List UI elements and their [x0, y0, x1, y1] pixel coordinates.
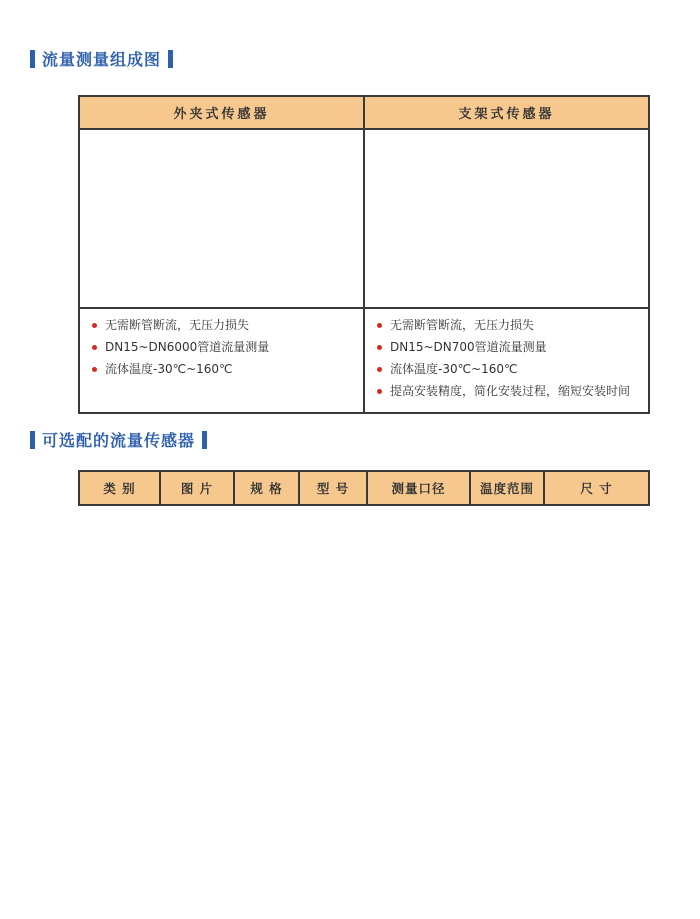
title-bar-icon: [168, 50, 173, 68]
section-title-text: 可选配的流量传感器: [42, 431, 196, 450]
feature-item: 无需断管断流，无压力损失: [377, 318, 636, 333]
spec-column-header: 温度范围: [470, 471, 544, 505]
feature-item: 提高安装精度，简化安装过程，缩短安装时间: [377, 384, 636, 399]
feature-item: DN15~DN700管道流量测量: [377, 340, 636, 355]
bracket-feature-cell: [364, 308, 649, 413]
title-bar-icon: [202, 431, 207, 449]
feature-item: 流体温度-30℃~160℃: [377, 362, 636, 377]
spec-column-header: 尺 寸: [544, 471, 649, 505]
composition-feature-row: [79, 308, 649, 413]
section-title-composition: [30, 47, 173, 70]
spec-column-header: 类 别: [79, 471, 160, 505]
title-bar-icon: [30, 431, 35, 449]
bracket-installation-illustration: [364, 129, 649, 308]
clamp-installation-illustration: [79, 129, 364, 308]
spec-column-header: 图 片: [160, 471, 234, 505]
feature-list: [92, 318, 351, 377]
sensor-spec-table: [78, 470, 650, 506]
feature-item: 无需断管断流，无压力损失: [92, 318, 351, 333]
column-header-clamp-sensor: 外夹式传感器: [79, 96, 364, 129]
composition-header-row: [79, 96, 649, 129]
spec-column-header: 测量口径: [367, 471, 470, 505]
section-title-text: 流量测量组成图: [42, 50, 162, 69]
title-bar-icon: [30, 50, 35, 68]
clamp-feature-cell: [79, 308, 364, 413]
spec-table-header-row: [79, 471, 649, 505]
feature-item: 流体温度-30℃~160℃: [92, 362, 351, 377]
feature-list: [377, 318, 636, 399]
feature-item: DN15~DN6000管道流量测量: [92, 340, 351, 355]
composition-image-row: [79, 129, 649, 308]
column-header-bracket-sensor: 支架式传感器: [364, 96, 649, 129]
section-title-optional-sensors: [30, 428, 207, 451]
spec-column-header: 规 格: [234, 471, 299, 505]
composition-table: [78, 95, 650, 414]
spec-column-header: 型 号: [299, 471, 367, 505]
